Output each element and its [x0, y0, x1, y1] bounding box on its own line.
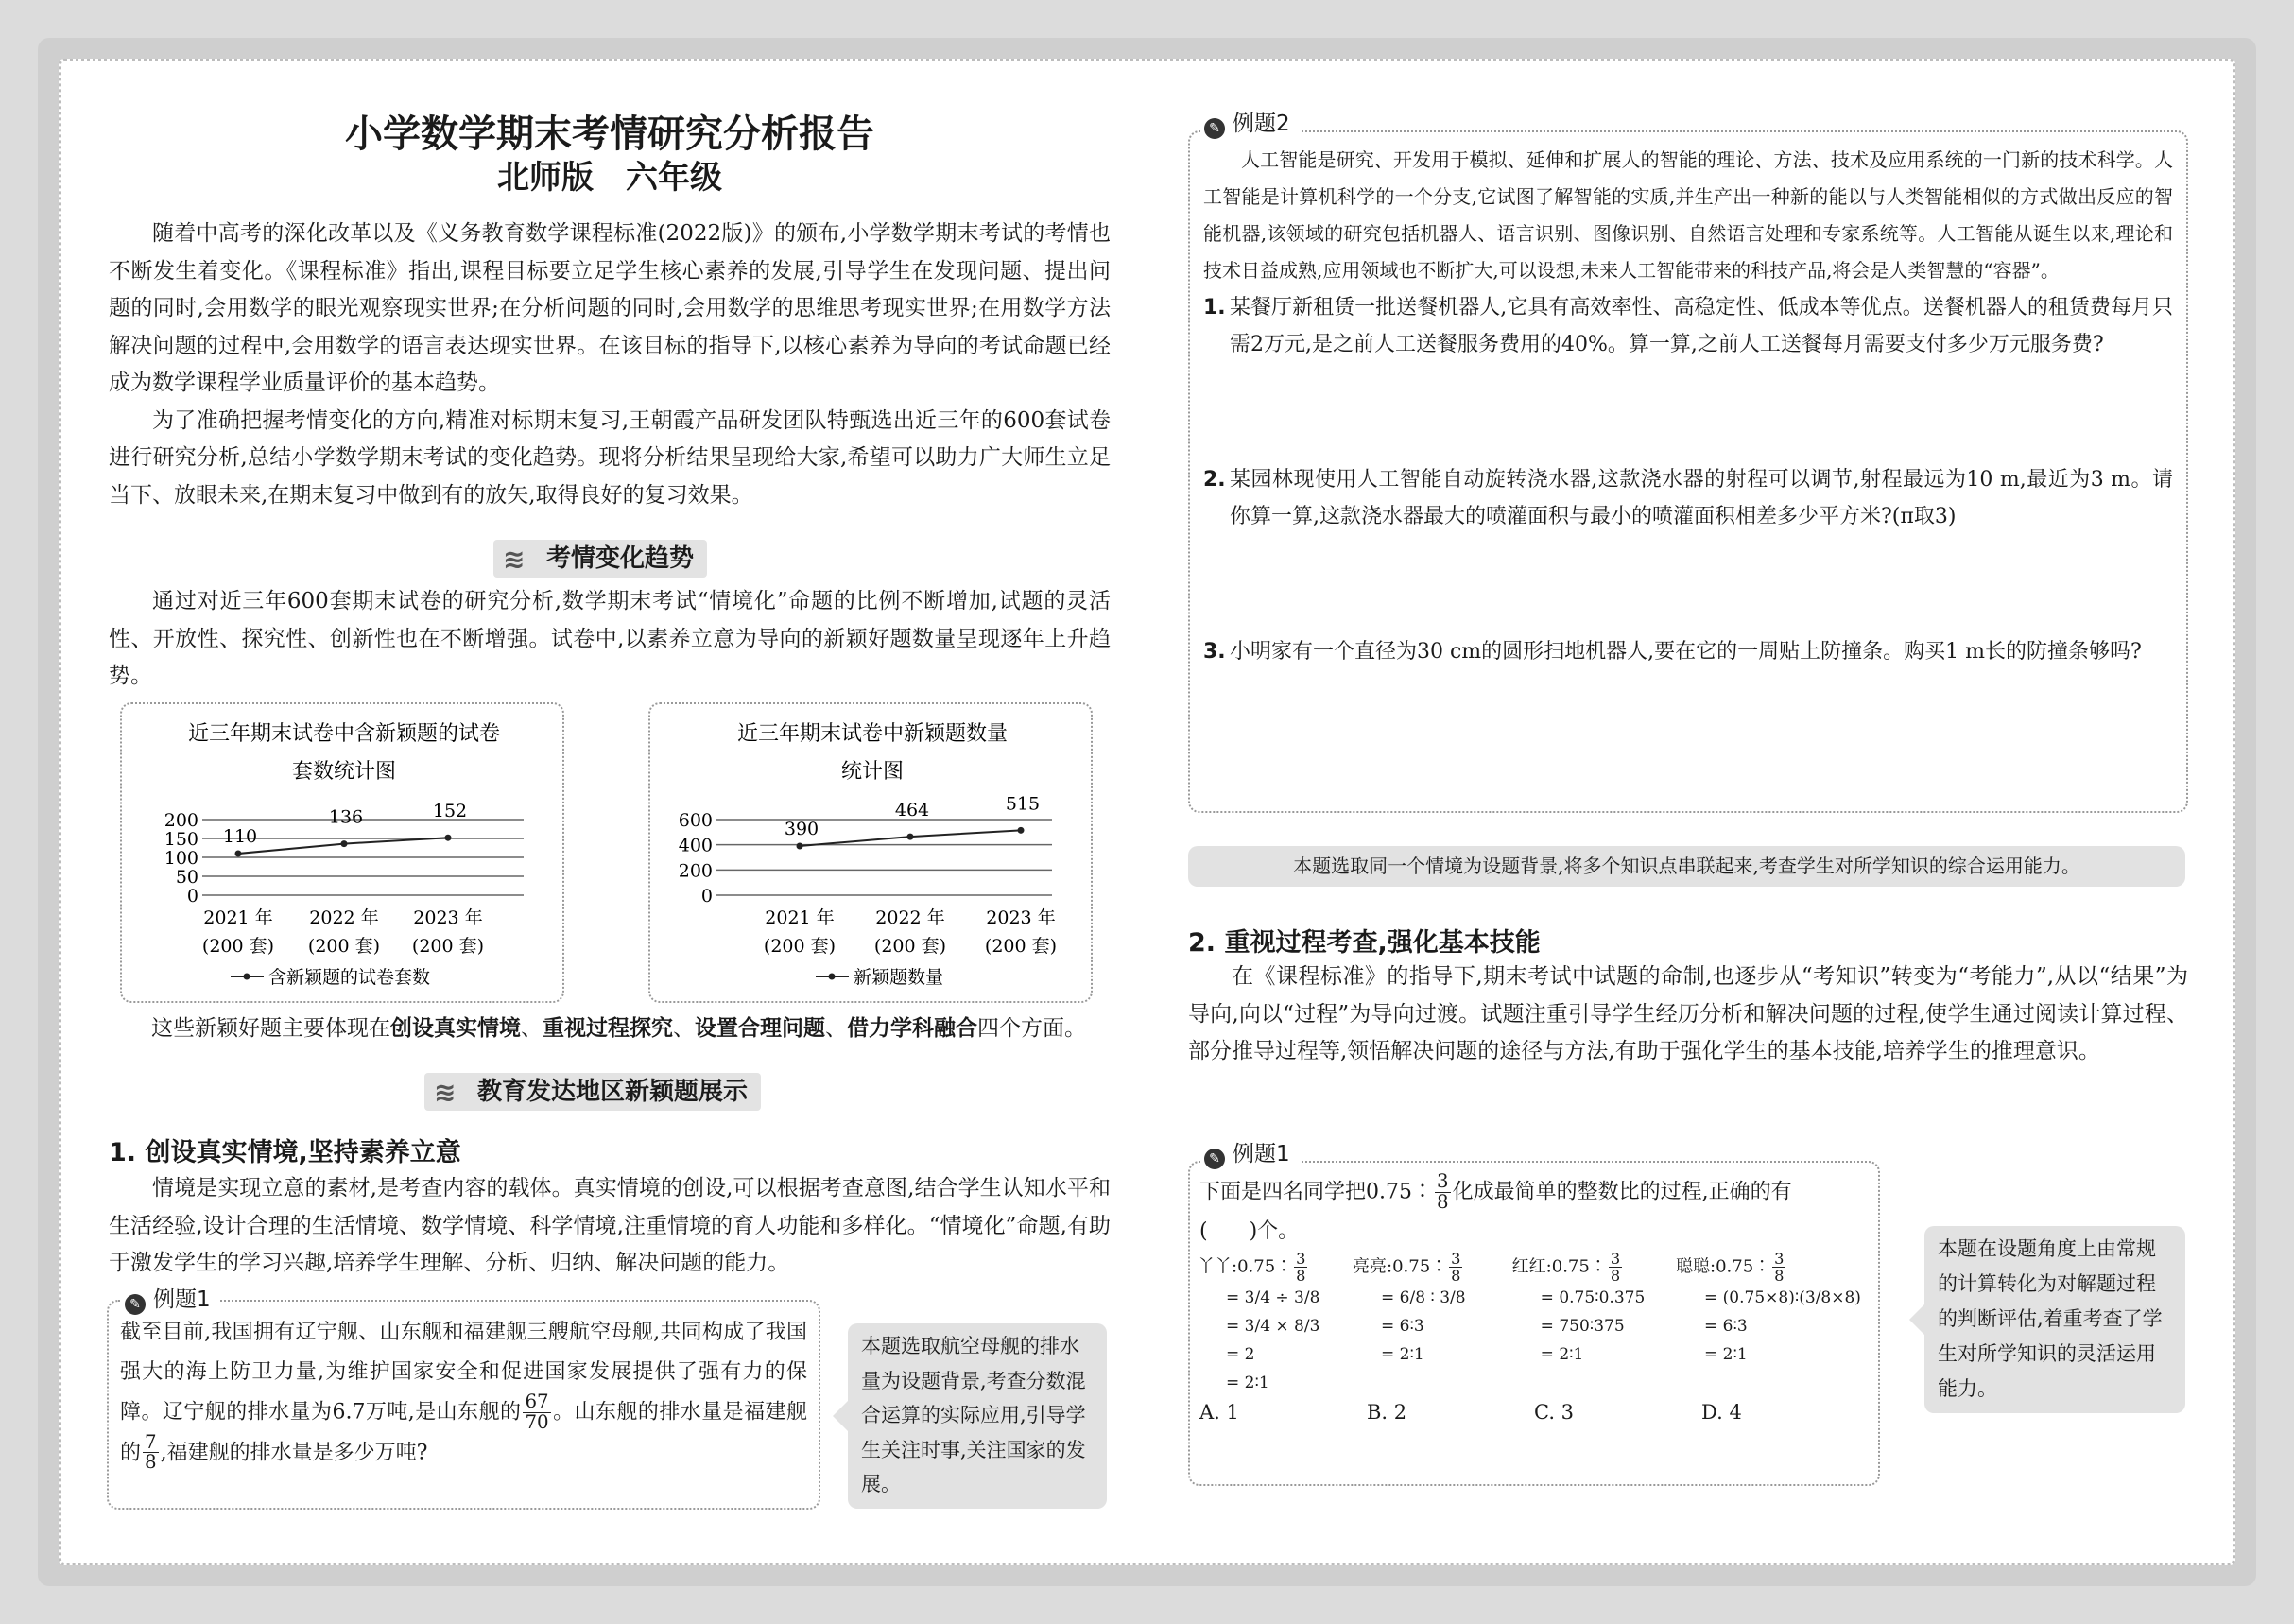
x-tick-label: 2021 年: [765, 907, 835, 928]
question-3: [1203, 633, 2173, 670]
step: = 6∶3: [1704, 1316, 1748, 1336]
page-subtitle: 北师版 六年级: [497, 159, 722, 197]
example-2-intro: 人工智能是研究、开发用于模拟、延伸和扩展人的智能的理论、方法、技术及应用系统的一门新的技术科学。人工智能是计算机科学的一个分支,它试图了解智能的实质,并生产出一种新的能以与人类智能相似的方式做出反应的智能机器,该领域的研究包括机器人、语言识别、图像识别、自然语言处理和专家系统等。人工智能从诞生以来,理论和技术日益成熟,应用领域也不断扩大,可以设想,未来人工智能带来的科技产品,将会是人类智慧的“容器”。: [1203, 148, 2173, 282]
fraction: [1772, 1251, 1785, 1284]
legend-label: 含新颖题的试卷套数: [268, 967, 431, 988]
y-tick-label: 100: [164, 848, 198, 869]
y-tick-label: 600: [678, 810, 713, 831]
fraction: [143, 1430, 159, 1474]
chart-card-1: [120, 702, 564, 1003]
legend-marker: [244, 974, 250, 980]
y-tick-label: 0: [700, 886, 713, 907]
step: = 2: [1226, 1344, 1255, 1364]
y-tick-label: 0: [186, 886, 198, 907]
x-tick-label: 2023 年: [986, 907, 1056, 928]
student-name: [1512, 1251, 1666, 1284]
text: 下面是四名同学把0.75∶: [1199, 1180, 1433, 1204]
student-working: [1512, 1251, 1666, 1397]
example-2-label: [1200, 106, 1300, 139]
data-label: 390: [784, 819, 819, 839]
step: = 2∶1: [1704, 1344, 1748, 1364]
student-working: [1353, 1251, 1503, 1397]
example-1-label: [121, 1282, 220, 1315]
step: = 6∶3: [1381, 1316, 1424, 1336]
chart-2: [650, 704, 1095, 1005]
x-tick-sublabel: (200 套): [873, 936, 947, 957]
fraction: [1609, 1251, 1622, 1284]
student-name: [1198, 1251, 1343, 1284]
legend-label: 新颖题数量: [854, 967, 944, 988]
example-3-question: [1190, 1163, 1878, 1251]
answer-option: D. 4: [1701, 1400, 1742, 1424]
label: 例题1: [1233, 1142, 1290, 1166]
answer-option: C. 3: [1534, 1400, 1575, 1424]
sep: 、: [521, 1016, 543, 1041]
question-text: 某餐厅新租赁一批送餐机器人,它具有高效率性、高稳定性、低成本等优点。送餐机器人的租赁费每月只需2万元,是之前人工送餐服务费用的40%。算一算,之前人工送餐每月需要支付多少万元服务费?: [1230, 296, 2173, 356]
legend-marker: [829, 974, 836, 980]
section-header-trend: [493, 540, 707, 578]
example-3-note: 本题在设题角度上由常规的计算转化为对解题过程的判断评估,着重考查了学生对所学知识的灵活运用能力。: [1924, 1226, 2185, 1413]
x-tick-label: 2022 年: [309, 907, 379, 928]
sep: 、: [673, 1016, 695, 1041]
x-tick-label: 2022 年: [875, 907, 945, 928]
label: 例题1: [153, 1287, 211, 1312]
question-2: [1203, 461, 2173, 535]
student-name-text: 丫丫:0.75∶: [1198, 1256, 1293, 1277]
question-1: [1203, 289, 2173, 363]
chart-title: 近三年期末试卷中含新颖题的试卷: [187, 722, 501, 746]
question-number: 3.: [1203, 640, 1226, 664]
data-label: 464: [894, 800, 930, 821]
section-title: 教育发达地区新颖题展示: [477, 1078, 749, 1106]
example-3-label: [1200, 1136, 1300, 1169]
den: 8: [1774, 1266, 1785, 1285]
text: ,福建舰的排水量是多少万吨?: [160, 1440, 428, 1464]
intro-paragraph-2: 为了准确把握考情变化的方向,精准对标期末复习,王朝霞产品研发团队特甄选出近三年的600套试卷进行研究分析,总结小学数学期末考试的变化趋势。现将分析结果呈现给大家,希望可以助力广大师生立足当下、放眼未来,在期末复习中做到有的放矢,取得良好的复习效果。: [109, 407, 1111, 508]
x-tick-sublabel: (200 套): [201, 936, 275, 957]
x-tick-label: 2023 年: [413, 907, 483, 928]
data-label: 152: [432, 801, 468, 822]
data-point: [907, 834, 914, 840]
y-tick-label: 400: [678, 835, 713, 856]
num: 3: [1296, 1249, 1306, 1268]
y-tick-label: 50: [175, 867, 198, 888]
student-name-text: 聪聪:0.75∶: [1676, 1256, 1771, 1277]
y-tick-label: 200: [164, 810, 198, 831]
intro-paragraph-1: 随着中高考的深化改革以及《义务教育数学课程标准(2022版)》的颁布,小学数学期末考试的考情也不断发生着变化。《课程标准》指出,课程目标要立足学生核心素养的发展,引导学生在发现问题、提出问题的同时,会用数学的眼光观察现实世界;在分析问题的同时,会用数学的思维思考现实世界;在用数学方法解决问题的过程中,会用数学的语言表达现实世界。在该目标的指导下,以核心素养为导向的考试命题已经成为数学课程学业质量评价的基本趋势。: [109, 221, 1111, 395]
section-title: 考情变化趋势: [546, 544, 695, 573]
fraction: [523, 1392, 550, 1433]
y-tick-label: 200: [678, 860, 713, 882]
x-tick-sublabel: (200 套): [411, 936, 485, 957]
question-number: 1.: [1203, 296, 1226, 320]
data-label: 515: [1005, 793, 1041, 815]
wave-icon: ≋: [434, 1077, 457, 1108]
step: = 3/4 × 8/3: [1226, 1316, 1320, 1336]
text: 这些新颖好题主要体现在: [151, 1016, 390, 1041]
fraction: [1449, 1251, 1462, 1284]
step: = 0.75∶0.375: [1540, 1287, 1646, 1307]
answer-options: [1190, 1397, 1878, 1427]
wave-icon: ≋: [503, 544, 526, 575]
question-number: 2.: [1203, 468, 1226, 492]
fraction: [1294, 1251, 1307, 1284]
step: = (0.75×8)∶(3/8×8): [1704, 1287, 1861, 1307]
student-working: [1198, 1251, 1343, 1397]
den: 8: [145, 1451, 157, 1474]
student-name: [1676, 1251, 1861, 1284]
data-point: [797, 843, 803, 850]
example-1-text: [109, 1302, 819, 1484]
aspect: 创设真实情境: [390, 1015, 521, 1041]
num: 3: [1774, 1249, 1785, 1268]
pin-icon: ✎: [1204, 1149, 1225, 1169]
trend-paragraph: 通过对近三年600套期末试卷的研究分析,数学期末考试“情境化”命题的比例不断增加,试题的灵活性、开放性、探究性、创新性也在不断增强。试卷中,以素养立意为导向的新颖好题数量呈现逐年上升趋势。: [109, 589, 1111, 688]
data-label: 136: [328, 806, 364, 828]
aspects-sentence: [151, 1010, 1115, 1048]
text: ( )个。: [1199, 1218, 1300, 1243]
text: 截至目前,我国拥有辽宁舰、山东舰和福建舰三艘航空母舰,共同构成了我国强大的海上防卫力量,为维护国家安全和促进国家发展提供了强有力的保障。辽宁舰的排水量为6.7万吨,是山东舰的: [120, 1321, 807, 1425]
aspect: 借力学科融合: [847, 1015, 977, 1041]
heading-2-paragraph: 在《课程标准》的指导下,期末考试中试题的命制,也逐步从“考知识”转变为“考能力”,从以“结果”为导向,向以“过程”为导向过渡。试题注重引导学生经历分析和解决问题的过程,使学生通过阅读计算过程、部分推导过程等,领悟解决问题的途径与方法,有助于强化学生的基本技能,培养学生的推理意识。: [1188, 964, 2188, 1063]
x-tick-label: 2021 年: [203, 907, 273, 928]
text: 化成最简单的整数比的过程,正确的有: [1452, 1180, 1792, 1204]
pin-icon: ✎: [1204, 118, 1225, 139]
den: 8: [1451, 1266, 1461, 1285]
pin-icon: ✎: [125, 1294, 146, 1315]
y-tick-label: 150: [164, 829, 198, 850]
example-1-note: 本题选取航空母舰的排水量为设题背景,考查分数混合运算的实际应用,引导学生关注时事,关注国家的发展。: [848, 1323, 1107, 1509]
chart-title-line-2: 套数统计图: [291, 760, 397, 784]
aspect: 设置合理问题: [695, 1015, 825, 1041]
aspect: 重视过程探究: [543, 1015, 673, 1041]
step: = 2∶1: [1381, 1344, 1424, 1364]
den: 8: [1296, 1266, 1306, 1285]
student-working: [1676, 1251, 1861, 1397]
page-title: 小学数学期末考情研究分析报告: [345, 112, 874, 156]
x-tick-sublabel: (200 套): [984, 936, 1058, 957]
example-2-box: [1188, 130, 2188, 813]
intro: [109, 216, 1111, 514]
chart-title-line-2: 统计图: [840, 760, 905, 784]
num: 3: [1451, 1249, 1461, 1268]
data-point: [235, 851, 242, 857]
question-text: 小明家有一个直径为30 cm的圆形扫地机器人,要在它的一周贴上防撞条。购买1 m长的防撞条够吗?: [1230, 640, 2142, 664]
answer-option: A. 1: [1199, 1400, 1239, 1424]
den: 8: [1437, 1190, 1449, 1213]
example-1-box: [107, 1300, 820, 1510]
chart-card-2: [648, 702, 1093, 1003]
heading-1: 1. 创设真实情境,坚持素养立意: [109, 1138, 461, 1167]
data-point: [445, 835, 452, 841]
example-2-note: 本题选取同一个情境为设题背景,将多个知识点串联起来,考查学生对所学知识的综合运用能力。: [1188, 846, 2185, 887]
step: = 2∶1: [1226, 1373, 1269, 1392]
heading-1-paragraph: 情境是实现立意的素材,是考查内容的载体。真实情境的创设,可以根据考查意图,结合学生认知水平和生活经验,设计合理的生活情境、数学情境、科学情境,注重情境的育人功能和多样化。“情境化”命题,有助于激发学生的学习兴趣,培养学生理解、分析、归纳、解决问题的能力。: [109, 1176, 1111, 1275]
sep: 、: [825, 1016, 847, 1041]
step: = 750∶375: [1540, 1316, 1625, 1336]
num: 67: [525, 1391, 549, 1412]
answer-option: B. 2: [1367, 1400, 1407, 1424]
num: 3: [1610, 1249, 1621, 1268]
student-name-text: 红红:0.75∶: [1511, 1256, 1607, 1277]
den: 70: [525, 1410, 549, 1433]
label: 例题2: [1233, 112, 1290, 136]
den: 8: [1610, 1266, 1621, 1285]
chart-title: 近三年期末试卷中新颖题数量: [736, 722, 1009, 746]
section-header-showcase: [424, 1073, 761, 1111]
x-tick-sublabel: (200 套): [307, 936, 381, 957]
student-name: [1353, 1251, 1503, 1284]
text: 四个方面。: [977, 1016, 1086, 1041]
num: 3: [1437, 1170, 1449, 1192]
heading-2: 2. 重视过程考查,强化基本技能: [1188, 928, 1541, 958]
fraction: [1435, 1172, 1451, 1213]
data-point: [341, 840, 348, 847]
step: = 3/4 ÷ 3/8: [1226, 1287, 1320, 1307]
step: = 6/8 ∶ 3/8: [1381, 1287, 1466, 1307]
x-tick-sublabel: (200 套): [763, 936, 837, 957]
num: 7: [145, 1430, 157, 1453]
student-name-text: 亮亮:0.75∶: [1353, 1256, 1448, 1277]
data-label: 110: [222, 826, 258, 847]
example-2-questions: [1190, 289, 2186, 670]
chart-1: [122, 704, 566, 1005]
example-3-box: [1188, 1161, 1880, 1486]
text: 。山东舰的排水量是福建舰的: [120, 1400, 807, 1464]
question-text: 某园林现使用人工智能自动旋转浇水器,这款浇水器的射程可以调节,射程最远为10 m,最近为3 m。请你算一算,这款浇水器最大的喷灌面积与最小的喷灌面积相差多少平方米?(π取3): [1230, 468, 2173, 528]
step: = 2∶1: [1540, 1344, 1584, 1364]
data-point: [1018, 827, 1025, 834]
student-workings: [1190, 1251, 1878, 1397]
